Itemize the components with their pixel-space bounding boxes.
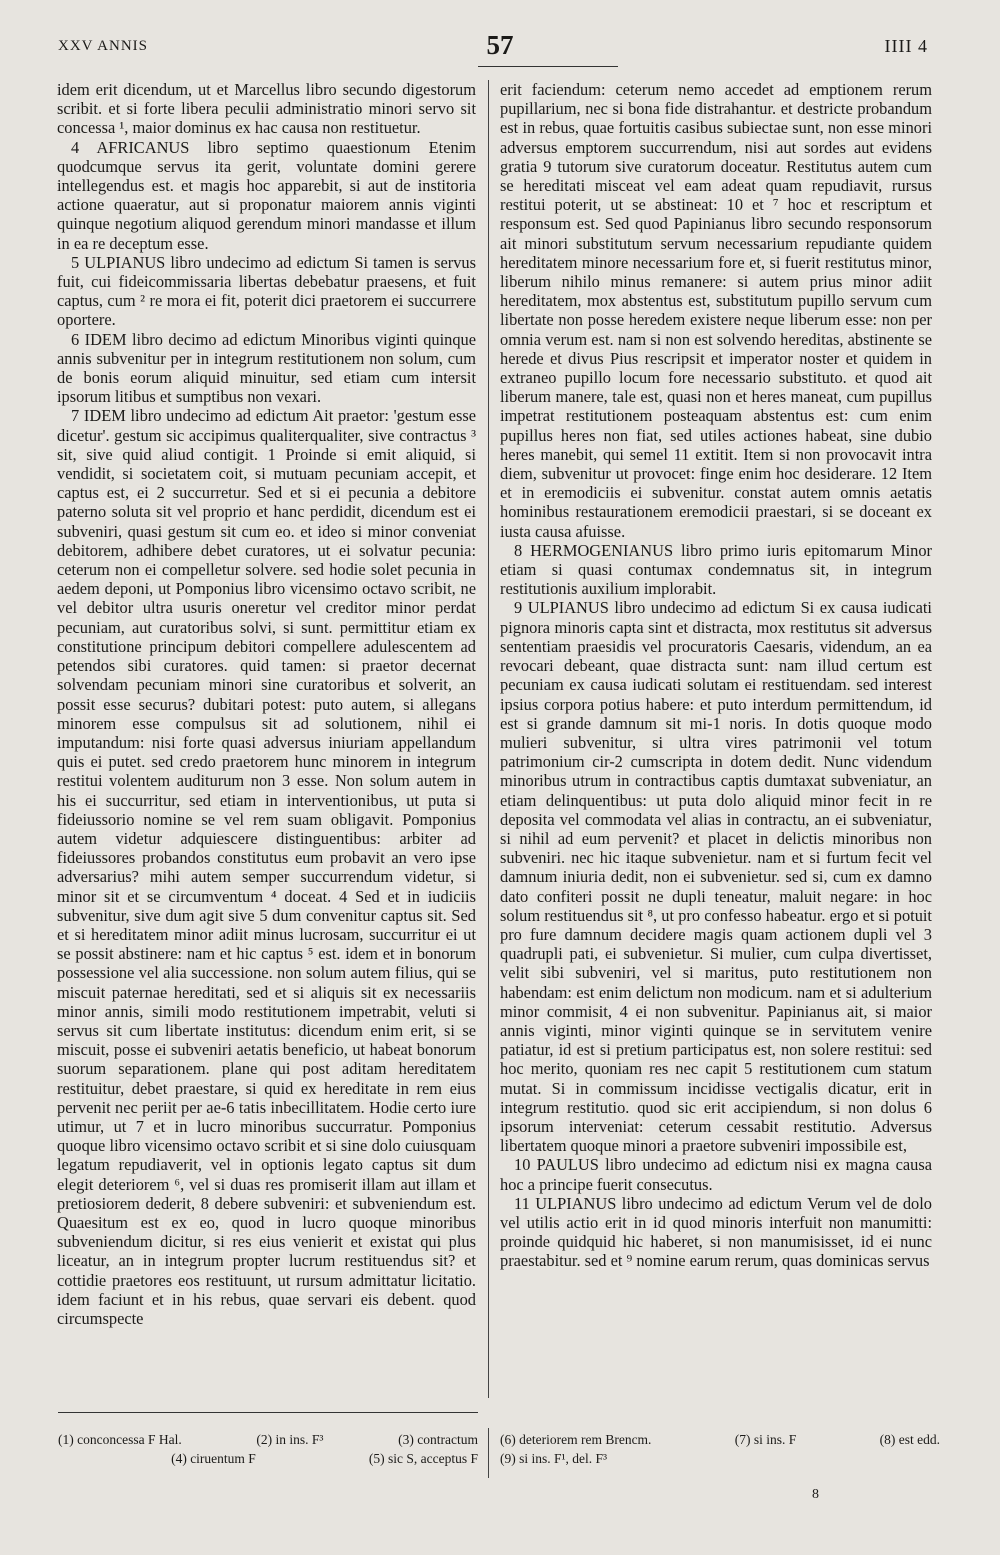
paragraph: erit faciendum: ceterum nemo accedet ad emptionem rerum pupillarium, nec si bona fide distrahantur. et destricte probandum est in rebus, quae fortuitis casibus subiectae sunt, non esse minori adversus emptorem succurrendum, nisi aut sordes aut evidens gratia 9 tutorum sive curatorum doceatur. Restitutus autem cum se hereditati misceat vel eam adeat quam repudiavit, rursus restitui poterit, ut se abstineat: 10 et ⁷ hoc et rescriptum et responsum est. Sed quod Papinianus libro secundo responsorum ait minori substitutum servum necessarium repudiante quidem hereditatem minore necessarium fore et, si fuerit restitutus minor, liberum nihilo minus remanere: si autem prius minor adiit hereditatem, mox abstentus est, substitutum pupillo servum cum libertate non posse heredem existere neque liberum esse: non per omnia verum est. nam si non est solvendo hereditas, abstinente se herede et divus Pius rescripsit et imperator noster et quidem in extraneo pupillo locum fore necessario substituto. et quod ait liberum manere, tale est, quasi non et heres maneat, cum pupillus impetrat restitutionem posteaquam abstentus est: cum enim pupillus heres non fiat, sed utiles actiones habeat, sine dubio heres manebit, qui semel 11 extitit. Item si non provocavit intra diem, subvenitur ut provocet: finge enim hoc desiderare. 12 Item et in eremodiciis ei subvenitur. constat autem omnis aetatis hominibus restaurationem eremodicii praestari, si se doceant ex iusta causa afuisse.	[500, 80, 932, 541]
footnote: (9) si ins. F¹, del. F³	[500, 1451, 608, 1466]
paragraph: 10 PAULUS libro undecimo ad edictum nisi ex magna causa hoc a principe fuerit consecutus.	[500, 1155, 932, 1194]
paragraph: 11 ULPIANUS libro undecimo ad edictum Verum vel de dolo vel utilis actio erit in id quod minoris interfuit non manumitti: proinde quidquid hic haberet, si non manumisisset, id ei nunc praestabitur. sed et ⁹ nomine earum rerum, quas dominicas servus	[500, 1193, 932, 1271]
paragraph: 7 IDEM libro undecimo ad edictum Ait praetor: 'gestum esse dicetur'. gestum sic accipimus qualiterqualiter, sive contractus ³ sit, sive quid aliud contigit. 1 Proinde si emit aliquid, si vendidit, si societatem coit, si mutuam pecuniam accepit, et captus est, ei 2 succurretur. Sed et si ei pecunia a debitore paterno soluta sit vel proprio et hanc perdidit, dicendum est ei subveniri, quasi gestum sit cum eo. et ideo si minor conveniat debitorem, adhibere debet curatores, ut ei solvatur pecunia: ceterum non ei compelletur solvere. sed hodie solet pecunia in aedem deponi, ut Pomponius libro vicensimo octavo scribit, ne vel debitor ultra usuris oneretur vel creditor minor perdat pecuniam, aut curatoribus solvi, si sunt. permittitur etiam ex constitutione principum debitori compellere adulescentem ad petendos sibi curatores. quid tamen: si praetor decernat solvendam pecuniam minori sine curatoribus et solverit, an possit esse securus? dubitari potest: puto autem, si allegans minorem esse compulsus sit ad solutionem, nihil ei imputandum: nisi forte quasi adversus iniuriam appellandum quis ei putet. sed credo praetorem hunc minorem in integrum restitui volentem auditurum non 3 esse. Non solum autem in his ei succurritur, sed etiam in interventionibus, ut puta si fideiussorio nomine se vel rem suam obligavit. Pomponius autem videtur adquiescere distinguentibus: arbiter ad fideiussores probandos constitutus eum probavit an vero ipse adversarius? mihi autem semper succurrendum videtur, si minor sit et se circumventum ⁴ doceat. 4 Sed et in iudiciis subvenitur, sive dum agit sive 5 dum convenitur captus sit. Sed et si hereditatem minor adiit minus lucrosam, succurritur ei ut se possit abstinere: nam et hic captus ⁵ est. idem et in bonorum possessione vel alia successione. non solum autem filius, qui se miscuit paternae hereditati, sed et si aliquis sit ex necessariis minor annis, simili modo restitutionem impetrabit, veluti si servus sit cum libertate institutus: dicendum enim erit, si se miscuit, posse ei subveniri aetatis beneficio, ut habeat bonorum suorum separationem. plane qui post aditam hereditatem restituitur, debet praestare, si quid ex hereditate in rem eius pervenit nec periit per ae-6 tatis inbecillitatem. Hodie certo iure utimur, ut 7 et in lucro minoribus succurratur. Pomponius quoque libro vicensimo octavo scribit et si sine dolo cuiusquam legatum repudiaverit, vel in optionis legato captus sit dum elegit deteriorem ⁶, vel si duas res promiserit illam aut illam et pretiosiorem dederit, 8 debere subveniri: et subveniendum est. Quaesitum est ex eo, quod in lucro quoque minoribus subveniendum dicitur, si res eius venierit et existat qui plus liceatur, an in integrum propter lucrum restituendus sit? et cottidie praetores eos restituunt, ut rursum admittatur licitatio. idem faciunt et in his rebus, quae servari eis debent. quod circumspecte	[57, 406, 476, 1328]
footnote-row	[500, 1449, 940, 1468]
page-number: 57	[486, 30, 514, 60]
footnote: (3) contractum	[398, 1432, 478, 1447]
footnote: (5) sic S, acceptus F	[368, 1451, 478, 1466]
footnote-row	[58, 1430, 478, 1449]
paragraph: 4 AFRICANUS libro septimo quaestionum Etenim quodcumque servus ita gerit, voluntate domini gerere intellegendus est. et magis hoc apparebit, si aut de institoria actione quaeratur, aut si proponatur maiorem annis viginti quinque negotium aliquod gerendum minori mandasse et illum in ea re deceptum esse.	[57, 137, 476, 253]
paragraph: 8 HERMOGENIANUS libro primo iuris epitomarum Minor etiam si quasi contumax condemnatus sit, in integrum restitutionis auxilium implorabit.	[500, 540, 932, 599]
signature-mark: 8	[812, 1487, 819, 1502]
column-divider	[488, 80, 489, 1398]
footnote: (2) in ins. F³	[256, 1432, 324, 1447]
footnotes-right	[500, 1430, 940, 1468]
footnote-rule	[58, 1412, 478, 1413]
footnote-row	[500, 1430, 940, 1449]
left-column	[57, 80, 476, 1328]
footnote: (6) deteriorem rem Brencm.	[500, 1432, 652, 1447]
paragraph: idem erit dicendum, ut et Marcellus libro secundo digestorum scribit. et si forte libera peculii administratio minori servo sit concessa ¹, maior dominus ex hac causa non restituetur.	[57, 80, 476, 138]
footnote: (7) si ins. F	[734, 1432, 797, 1447]
right-column	[500, 80, 932, 1271]
paragraph: 9 ULPIANUS libro undecimo ad edictum Si ex causa iudicati pignora minoris capta sint et distracta, mox restitutus sit adversus sententiam praesidis vel procuratoris Caesaris, videndum, an ea revocari debeant, quae distracta sunt: nam illud certum est pecuniam ex causa iudicati solutam ei restituendam. sed interest ipsius corpora potius habere: et puto interdum permittendum, id est si grande damnum sit mi-1 noris. In dotis quoque modo mulieri subvenitur, si ultra vires patrimonii vel totum patrimonium cir-2 cumscripta in dotem dedit. Nunc videndum minoribus utrum in contractibus captis dumtaxat subveniatur, an etiam delinquentibus: ut puta dolo aliquid minor fecit in re deposita vel commodata vel alias in contractu, an ei subveniatur, si nihil ad eum pervenit? et placet in delictis minoribus non subveniri. nec hic itaque subvenietur. nam et si furtum fecit vel damnum iniuria dedit, non ei subvenietur. sed si, cum ex damno dato confiteri possit ne dupli teneatur, maluit negare: in hoc solum restituendus sit ⁸, ut pro confesso habeatur. ergo et si potuit pro fure damnum decidere magis quam actionem dupli vel 3 quadrupli pati, ei subvenietur. Si mulier, cum culpa divertisset, velit sibi subveniri, vel si maritus, puto restitutionem non habendam: est enim delictum non modicum. nam et si adulterium minor commisit, 4 ei non subvenitur. Papinianus ait, si maior annis viginti, minor viginti quinque se in servitutem venire patiatur, id est si pretium participatus est, non solere restitui: sed hoc merito, quoniam res nec capit 5 restitutionem cum statum mutat. Si in commissum incidisse vectigalis dicatur, erit in integrum restitutio. quod sic erit accipiendum, si non dolus 6 ipsorum interveniat: ceterum cessabit restitutio. Adversus libertatem quoque minori a praetore subveniri impossibile est,	[500, 598, 932, 1156]
footnote: (4) ciruentum F	[171, 1451, 256, 1466]
paragraph: 6 IDEM libro decimo ad edictum Minoribus viginti quinque annis subvenitur per in integrum restitutionem non solum, cum de bonis eorum aliquid minuitur, sed etiam cum intersit ipsorum litibus et sumptibus non vexari.	[57, 329, 476, 407]
footnote-row	[58, 1449, 478, 1468]
footnote-divider	[488, 1428, 489, 1478]
footnote: (1) conconcessa F Hal.	[58, 1432, 182, 1447]
header-rule	[478, 66, 618, 67]
running-header	[0, 28, 1000, 68]
header-right: IIII 4	[884, 36, 928, 56]
header-left: XXV ANNIS	[58, 38, 148, 54]
footnote: (8) est edd.	[879, 1432, 940, 1447]
footnotes-left	[58, 1430, 478, 1468]
paragraph: 5 ULPIANUS libro undecimo ad edictum Si tamen is servus fuit, cui fideicommissaria libertas debebatur praesens, et fuit captus, cum ² re mora ei fit, poterit dici praetorem ei succurrere oportere.	[57, 252, 476, 330]
